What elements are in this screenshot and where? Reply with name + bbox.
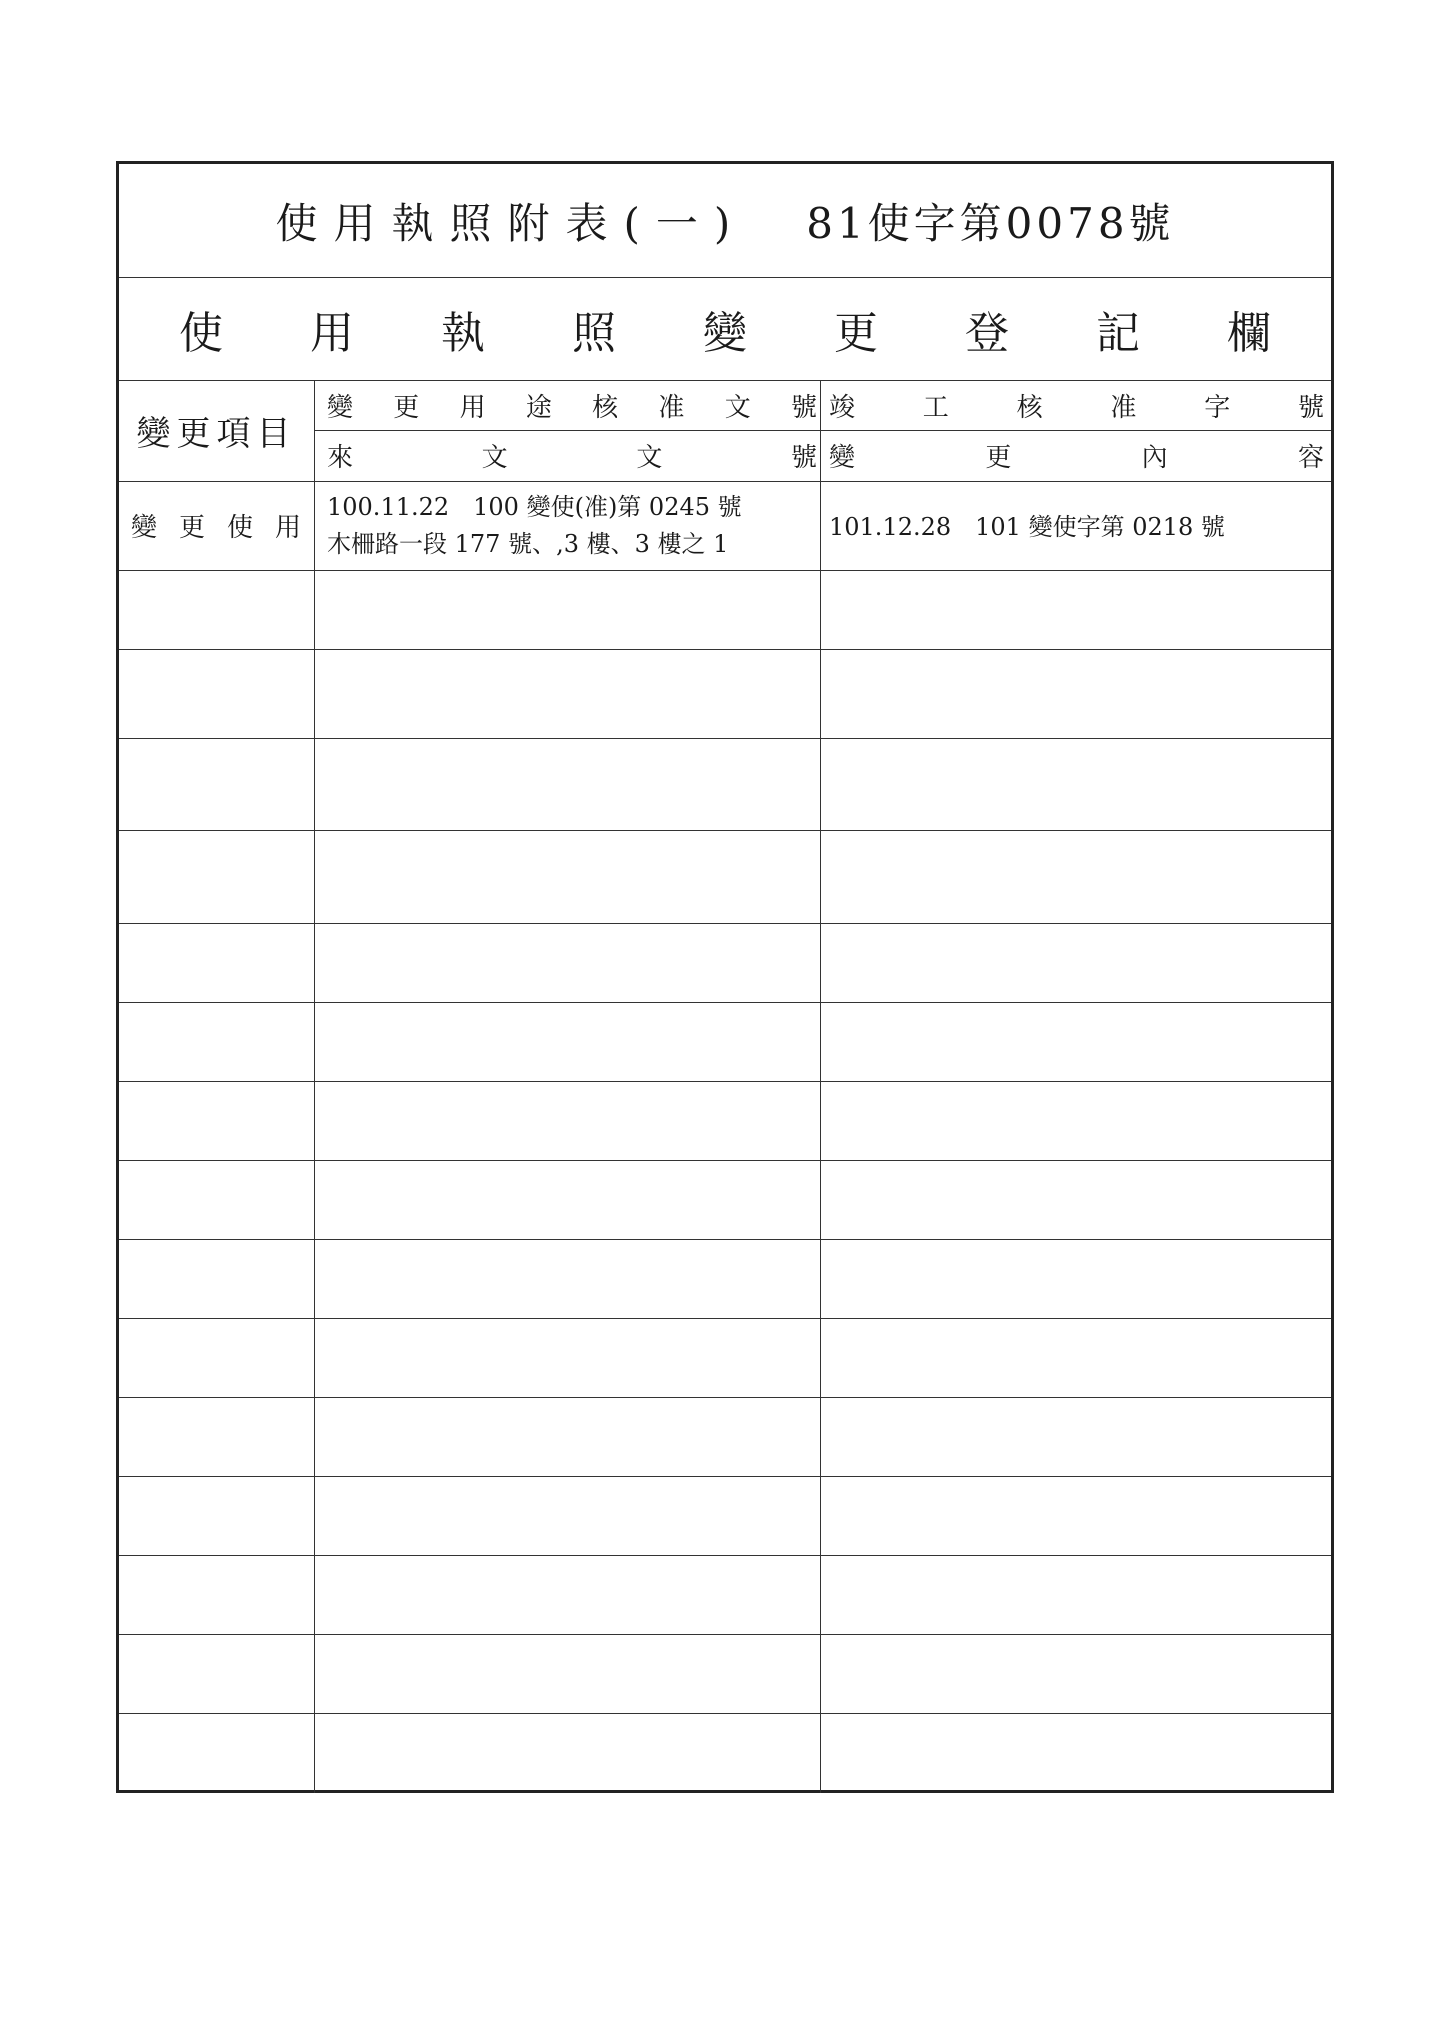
header-char: 准: [1110, 392, 1137, 423]
row-divider: [119, 1555, 1331, 1556]
subtitle-char: 用: [310, 307, 354, 359]
header-char: 號: [790, 443, 817, 473]
row-divider: [119, 830, 1331, 831]
header-char: 容: [1297, 443, 1324, 473]
license-number: 81使字第0078號: [806, 198, 1175, 248]
header-char: 內: [1141, 443, 1168, 473]
item-char: 更: [178, 513, 205, 543]
row-completion-number: 101.12.28 101 變使字第 0218 號: [829, 513, 1225, 541]
header-char: 號: [790, 392, 817, 423]
subtitle-char: 登: [965, 307, 1009, 359]
row-item-change-use: [131, 481, 301, 570]
header-char: 途: [525, 392, 552, 423]
row-divider: [119, 1476, 1331, 1477]
row-address: 木柵路一段 177 號、,3 樓、3 樓之 1: [327, 530, 729, 558]
row-approval-doc-number: 100.11.22 100 變使(准)第 0245 號: [327, 493, 742, 521]
license-sheet: [116, 161, 1334, 1793]
subtitle-char: 照: [572, 307, 616, 359]
header-char: 更: [985, 443, 1012, 473]
header-char: 字: [1204, 392, 1231, 423]
subtitle-char: 執: [441, 307, 485, 359]
row-divider: [119, 738, 1331, 739]
header-item-label: 變更項目: [136, 414, 297, 454]
item-char: 使: [226, 513, 253, 543]
header-change-content: [829, 430, 1324, 481]
subtitle-char: 更: [834, 307, 878, 359]
header-char: 變: [327, 392, 354, 423]
subtitle-char: 變: [703, 307, 747, 359]
header-char: 工: [922, 392, 949, 423]
row-divider: [119, 923, 1331, 924]
header-completion-number: [829, 380, 1324, 430]
subtitle-char: 記: [1096, 307, 1140, 359]
section-title: [119, 277, 1331, 380]
row-divider: [119, 1160, 1331, 1161]
header-char: 文: [636, 443, 663, 473]
row-divider: [119, 1397, 1331, 1398]
row-divider: [119, 1239, 1331, 1240]
subtitle-char: 欄: [1227, 307, 1271, 359]
header-char: 來: [327, 443, 354, 473]
page-title: [119, 164, 1331, 277]
header-char: 文: [481, 443, 508, 473]
header-char: 變: [829, 443, 856, 473]
header-char: 更: [393, 392, 420, 423]
header-char: 用: [459, 392, 486, 423]
row-divider: [119, 1634, 1331, 1635]
item-char: 變: [131, 513, 158, 543]
subtitle-char: 使: [179, 307, 223, 359]
header-char: 核: [1016, 392, 1043, 423]
header-approval-doc-number: [327, 380, 817, 430]
header-char: 竣: [829, 392, 856, 423]
row-divider: [119, 1713, 1331, 1714]
column-divider: [314, 380, 315, 1793]
row-divider: [119, 1081, 1331, 1082]
item-char: 用: [274, 513, 301, 543]
row-divider: [119, 1002, 1331, 1003]
row-divider: [119, 570, 1331, 571]
header-char: 准: [658, 392, 685, 423]
row-divider: [119, 649, 1331, 650]
header-char: 文: [724, 392, 751, 423]
column-divider: [820, 380, 821, 1793]
row-divider: [119, 1318, 1331, 1319]
header-char: 號: [1297, 392, 1324, 423]
header-char: 核: [592, 392, 619, 423]
header-incoming-doc-number: [327, 430, 817, 481]
title-left: 使用執照附表(一): [275, 198, 747, 248]
